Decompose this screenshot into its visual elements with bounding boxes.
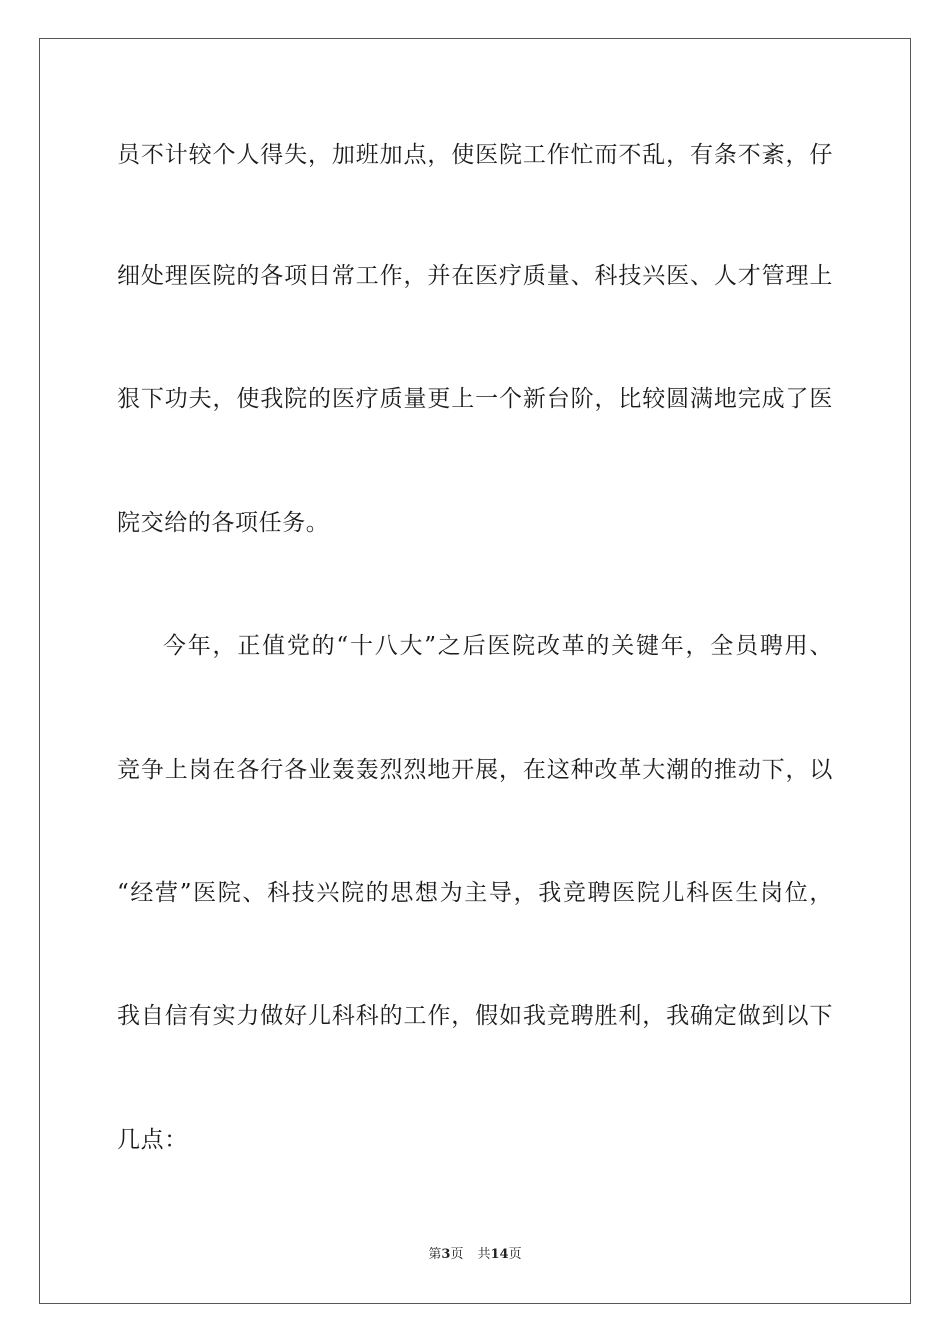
body-text-line: 竞争上岗在各行各业轰轰烈烈地开展，在这种改革大潮的推动下，以 <box>117 757 833 783</box>
total-label-suffix: 页 <box>508 1247 522 1262</box>
body-text-line: 细处理医院的各项日常工作，并在医疗质量、科技兴医、人才管理上 <box>117 263 833 289</box>
page-number: 3 <box>441 1247 451 1262</box>
page-border <box>39 38 911 1304</box>
total-pages: 14 <box>490 1247 509 1262</box>
page-label-prefix: 第 <box>428 1247 442 1262</box>
body-text-line: 今年，正值党的“十八大”之后医院改革的关键年，全员聘用、 <box>163 633 833 659</box>
body-text-line: 员不计较个人得失，加班加点，使医院工作忙而不乱，有条不紊，仔 <box>117 142 833 168</box>
body-text-line: “经营”医院、科技兴院的思想为主导，我竞聘医院儿科医生岗位， <box>117 880 833 906</box>
body-text-line: 院交给的各项任务。 <box>117 510 330 536</box>
page-label-suffix: 页 <box>450 1247 464 1262</box>
body-text-line: 我自信有实力做好儿科科的工作，假如我竞聘胜利，我确定做到以下 <box>117 1003 833 1029</box>
page-footer <box>0 1246 950 1264</box>
body-text-line: 狠下功夫，使我院的医疗质量更上一个新台阶，比较圆满地完成了医 <box>117 386 833 412</box>
total-label-prefix: 共 <box>477 1247 491 1262</box>
body-text-line: 几点： <box>117 1127 188 1153</box>
